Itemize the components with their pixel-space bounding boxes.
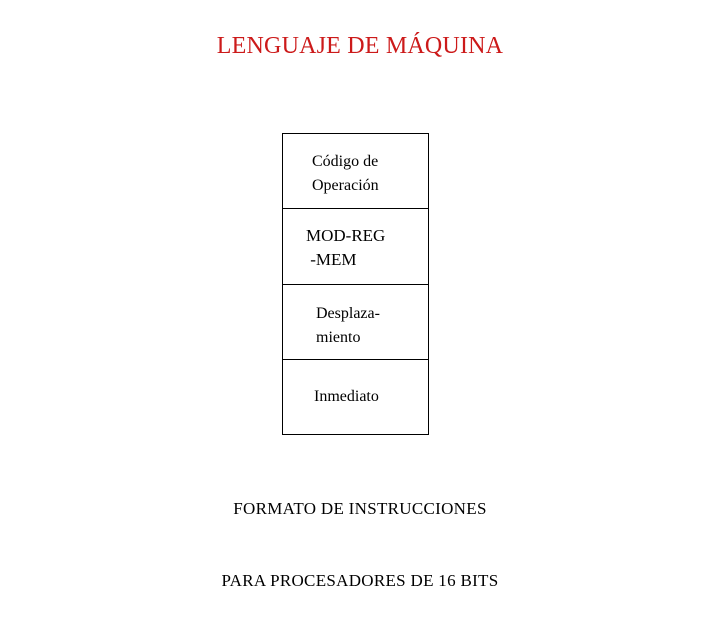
field-mod-reg-mem-label — [306, 224, 385, 272]
field-displacement-line1: Desplaza- — [316, 305, 380, 322]
caption-line1: FORMATO DE INSTRUCCIONES — [233, 499, 487, 518]
field-opcode-line2: Operación — [312, 177, 379, 194]
field-mod-reg-mem-line1: MOD-REG — [306, 226, 386, 245]
field-displacement — [283, 285, 428, 360]
field-mod-reg-mem-line2: -MEM — [306, 250, 357, 269]
caption-line2: PARA PROCESADORES DE 16 BITS — [221, 571, 499, 590]
field-opcode — [283, 134, 428, 209]
field-mod-reg-mem — [283, 209, 428, 285]
diagram-caption — [0, 449, 720, 641]
slide-title: LENGUAJE DE MÁQUINA — [216, 33, 504, 59]
field-immediate — [283, 360, 428, 434]
field-displacement-line2: miento — [316, 329, 361, 346]
field-opcode-label — [312, 150, 379, 198]
instruction-format-diagram — [282, 133, 429, 435]
field-opcode-line1: Código de — [312, 153, 379, 170]
field-immediate-label: Inmediato — [314, 388, 379, 405]
field-displacement-label — [316, 302, 380, 350]
